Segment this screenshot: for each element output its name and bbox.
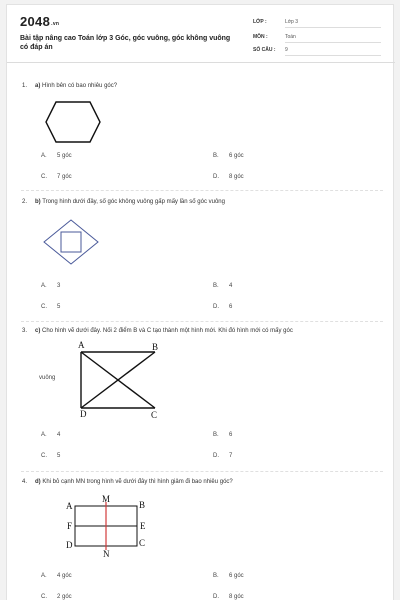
question-1 (7, 83, 395, 193)
point-label-e: E (140, 521, 146, 531)
question-number: 2. (22, 199, 28, 205)
option-c[interactable] (41, 594, 72, 600)
question-prefix: a) (35, 83, 41, 89)
option-c[interactable] (41, 304, 60, 310)
meta-label: LỚP : (253, 19, 267, 25)
question-text (22, 479, 233, 485)
question-text (22, 83, 117, 89)
point-label-c: C (139, 538, 146, 548)
option-a[interactable] (41, 283, 60, 289)
option-key: B. (213, 573, 219, 579)
option-text: 7 (229, 453, 233, 459)
question-number: 4. (22, 479, 28, 485)
option-text: 6 góc (229, 153, 244, 159)
option-d[interactable] (213, 174, 244, 180)
meta-count (253, 47, 383, 57)
question-text (22, 328, 293, 334)
question-number: 3. (22, 328, 28, 334)
option-key: A. (41, 573, 47, 579)
point-label-d: D (66, 540, 73, 550)
option-key: A. (41, 432, 47, 438)
option-text: 6 (229, 304, 233, 310)
option-c[interactable] (41, 453, 60, 459)
hexagon-figure (45, 101, 101, 143)
option-b[interactable] (213, 283, 232, 289)
option-text: 4 (57, 432, 61, 438)
question-number: 1. (22, 83, 28, 89)
option-d[interactable] (213, 453, 232, 459)
option-c[interactable] (41, 174, 72, 180)
question-4 (7, 479, 395, 600)
option-key: D. (213, 174, 219, 180)
option-text: 4 (229, 283, 233, 289)
option-key: C. (41, 453, 47, 459)
meta-value: 9 (285, 47, 381, 56)
question-2 (7, 199, 395, 319)
option-key: C. (41, 304, 47, 310)
option-text: 3 (57, 283, 61, 289)
question-body: Cho hình vẽ dưới đây. Nối 2 điểm B và C tạo thành một hình mới. Khi đó hình mới có mấy góc (42, 328, 293, 334)
option-b[interactable] (213, 153, 244, 159)
option-key: D. (213, 594, 219, 600)
point-label-d: D (80, 409, 87, 419)
meta-label: SỐ CÂU : (253, 47, 276, 53)
option-key: B. (213, 432, 219, 438)
option-text: 2 góc (57, 594, 72, 600)
option-text: 5 (57, 304, 61, 310)
meta-value: Toán (285, 34, 381, 43)
question-continuation: vuông (39, 375, 56, 381)
option-key: C. (41, 594, 47, 600)
option-key: D. (213, 453, 219, 459)
option-text: 7 góc (57, 174, 72, 180)
option-key: B. (213, 153, 219, 159)
option-key: C. (41, 174, 47, 180)
option-key: D. (213, 304, 219, 310)
option-key: A. (41, 153, 47, 159)
rectangle-figure (69, 340, 169, 420)
option-text: 5 (57, 453, 61, 459)
site-logo[interactable] (20, 14, 58, 29)
question-prefix: c) (35, 328, 41, 334)
question-divider (21, 321, 383, 322)
point-label-n: N (103, 549, 110, 559)
option-b[interactable] (213, 432, 232, 438)
point-label-a: A (66, 501, 73, 511)
meta-subject (253, 34, 383, 44)
worksheet-header (7, 5, 395, 63)
worksheet-title: Bài tập nâng cao Toán lớp 3 Góc, góc vuông, góc không vuông có đáp án (20, 35, 231, 51)
meta-label: MÔN : (253, 34, 268, 40)
option-a[interactable] (41, 432, 60, 438)
option-text: 6 góc (229, 573, 244, 579)
question-prefix: d) (35, 479, 41, 485)
point-label-m: M (102, 494, 111, 504)
point-label-b: B (139, 500, 146, 510)
option-key: A. (41, 283, 47, 289)
square-diamond-figure (43, 219, 99, 265)
question-3 (7, 328, 395, 468)
option-text: 4 góc (57, 573, 72, 579)
point-label-f: F (67, 521, 73, 531)
point-label-b: B (152, 342, 159, 352)
worksheet (6, 4, 394, 600)
question-divider (21, 471, 383, 472)
point-label-a: A (78, 340, 85, 350)
option-b[interactable] (213, 573, 244, 579)
option-a[interactable] (41, 573, 72, 579)
question-body: Trong hình dưới đây, số góc không vuông gấp mấy lần số góc vuông (42, 199, 225, 205)
meta-grade (253, 19, 383, 29)
option-text: 5 góc (57, 153, 72, 159)
question-body: Hình bên có bao nhiêu góc? (42, 83, 118, 89)
option-d[interactable] (213, 594, 244, 600)
rectangle-grid (63, 492, 163, 562)
logo-text: 2048 (20, 14, 51, 29)
option-d[interactable] (213, 304, 232, 310)
option-key: B. (213, 283, 219, 289)
question-body: Khi bỏ cạnh MN trong hình vẽ dưới đây thì hình giảm đi bao nhiêu góc? (42, 479, 233, 485)
meta-value: Lớp 3 (285, 19, 381, 28)
rectangle-mn-figure (63, 492, 163, 562)
option-text: 8 góc (229, 594, 244, 600)
question-text (22, 199, 225, 205)
rectangle-diagonals (69, 340, 169, 420)
logo-suffix: .vn (51, 21, 60, 27)
option-a[interactable] (41, 153, 72, 159)
question-prefix: b) (35, 199, 41, 205)
point-label-c: C (151, 410, 158, 420)
question-divider (21, 190, 383, 191)
option-text: 8 góc (229, 174, 244, 180)
option-text: 6 (229, 432, 233, 438)
